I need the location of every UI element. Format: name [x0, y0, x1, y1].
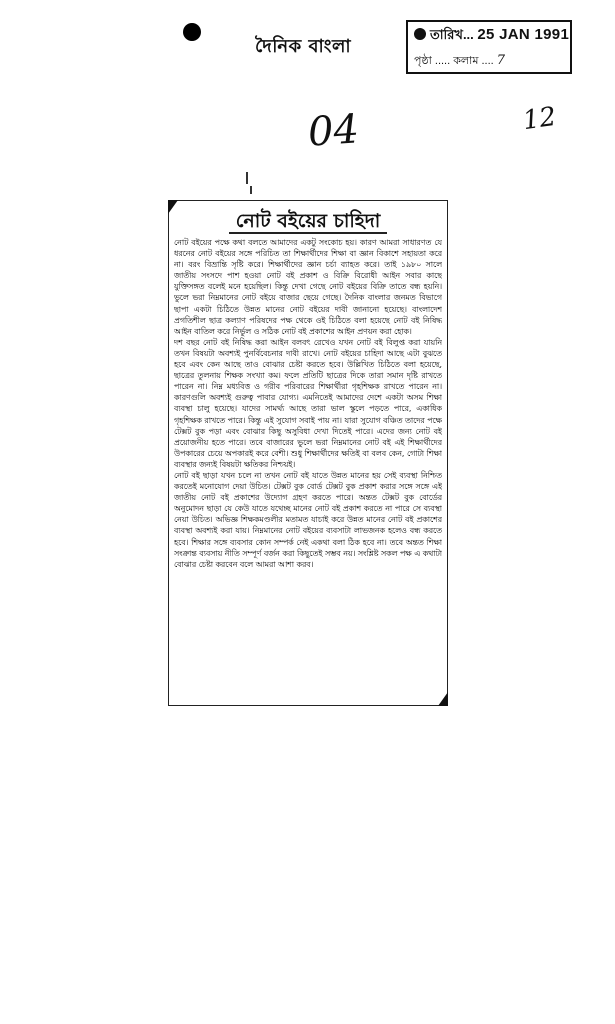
fold-tick-mark	[250, 186, 252, 194]
stamp-page-row: পৃষ্ঠা ..... কলাম .... 7	[414, 53, 506, 68]
stamp-page-value: 7	[496, 53, 506, 68]
handwritten-margin-mark: 12	[521, 101, 559, 137]
stamp-column-label: কলাম	[453, 55, 479, 67]
fold-tick-mark	[246, 172, 248, 184]
article-paragraph: দশ বছর নোট বই নিষিদ্ধ করা আইন বলবৎ রেখেও যখন নোট বই বিলুপ্ত করা যায়নি তখন বিষয়টা অবশ্যই পুনর্বিবেচনার দাবী রাখে। নোট বইয়ের চাহিদা আছে এটা বুঝতে হবে এবং কেন আছে তাও বোঝার চেষ্টা করতে হবে। উল্লিখিত চিঠিতে বলা হয়েছে, ছাত্রের তুলনায় শিক্ষক সংখ্যা কম। ফলে প্রতিটি ছাত্রের দিকে তারা সমান দৃষ্টি রাখতে পারেন না। নিম্ন মধ্যবিত্ত ও গরীব পরিবারের শিক্ষার্থীরা গৃহশিক্ষক রাখতে পারেন না। কারণগুলি অবশ্যই গুরুত্ব পাবার যোগ্য। এমনিতেই আমাদের দেশে একটা অসম শিক্ষা ব্যবস্থা চালু হয়েছে। যাদের সামর্থ্য আছে তারা ভাল স্কুলে পড়তে পারে, একাধিক গৃহশিক্ষক রাখতে পারে। কিন্তু এই সুযোগ সবাই পায় না। যারা সুযোগ বঞ্চিত তাদের পক্ষে টেক্সট বুক পড়া এবং বোঝার কিছু অসুবিধা দেখা দিতেই পারে। এদের জন্য নোট বই প্রয়োজনীয় হতে পারে। তবে বাজারের ভুলে ভরা নিম্নমানের নোট বই এই শিক্ষার্থীদের উপকারের চেয়ে অপকারই করে বেশী। শুধু শিক্ষার্থীদের ক্ষতিই বা বলব কেন, গোটা শিক্ষা ব্যবস্থার জন্যই বিষয়টা ক্ষতিকর নিশ্চয়ই।	[174, 337, 442, 469]
newspaper-name: দৈনিক বাংলা	[255, 36, 352, 57]
punch-hole-dot	[183, 23, 201, 41]
stamp-date-value: 25 JAN 1991	[477, 26, 570, 43]
date-stamp	[406, 20, 572, 74]
stamp-ink-blot	[414, 28, 426, 40]
headline-underline	[229, 232, 387, 234]
handwritten-file-number: 04	[306, 106, 361, 156]
article-paragraph: নোট বইয়ের পক্ষে কথা বলতে আমাদের একটু সংকোচ হয়। কারণ আমরা সাধারণত যে ধরনের নোট বইয়ের সঙ্গে পরিচিত তা শিক্ষার্থীদের শিক্ষা বা জ্ঞান বিকাশে সহায়তা করে না। বরং বিভ্রান্তি সৃষ্টি করে। শিক্ষার্থীদের জ্ঞান চর্চা ব্যাহত করে। তাই ১৯৮০ সালে জাতীয় সংসদে পাশ হওয়া নোট বই প্রকাশ ও বিক্রি বিরোধী আইন সবার কাছে যুক্তিসঙ্গত বলেই মনে হয়েছিল। কিন্তু দেখা গেছে নোট বইয়ের বিক্রি তাতে বন্ধ হয়নি। ভুলে ভরা নিম্নমানের নোট বইয়ে বাজার ছেয়ে গেছে। দৈনিক বাংলার জনমত বিভাগে ছাপা একটা চিঠিতে উন্নত মানের নোট বইয়ের দাবী জানানো হয়েছে। বাংলাদেশ প্রগতিশীল ছাত্র কল্যাণ পরিষদের পক্ষ থেকে ওই চিঠিতে বলা হয়েছে নোট বই নিষিদ্ধ আইন বাতিল করে নির্ভুল ও সঠিক নোট বই প্রকাশের আইন প্রণয়ন করা হোক।	[174, 238, 442, 336]
stamp-page-label: পৃষ্ঠা	[414, 55, 432, 67]
article-body	[174, 237, 442, 701]
stamp-date-label: তারিখ	[430, 27, 463, 42]
article-paragraph: নোট বই ছাড়া যখন চলে না তখন নোট বই যাতে উন্নত মানের হয় সেই ব্যবস্থা নিশ্চিত করতেই মনোযোগ দেয়া উচিত। টেক্সট বুক বোর্ড টেক্সট বুক প্রকাশ করার সঙ্গে সঙ্গে এই জাতীয় নোট বই প্রকাশের উদ্যোগ গ্রহণ করতে পারে। অন্তত টেক্সট বুক বোর্ডের অনুমোদন ছাড়া যে কেউ যাতে যথেচ্ছ মানের নোট বই প্রকাশ করতে না পারে সে ব্যবস্থা নেয়া উচিত। অভিজ্ঞ শিক্ষকমণ্ডলীর মতামত যাচাই করে উন্নত মানের নোট বই প্রকাশের ব্যবস্থা অবশ্যই করা যায়। নিম্নমানের নোট বইয়ের ব্যবসাটা লাভজনক হলেও বন্ধ করতে হবে। শিক্ষার সঙ্গে ব্যবসার কোন সম্পর্ক নেই একথা বলা ঠিক হবে না। তবে অন্তত শিক্ষা সংক্রান্ত ব্যবসায় নীতি সম্পূর্ণ বর্জন করা কিছুতেই সম্ভব নয়। সংশ্লিষ্ট সকল পক্ষ এ কথাটা বোঝার চেষ্টা করবেন বলে আমরা আশা করব।	[174, 470, 442, 569]
newspaper-clipping	[168, 200, 448, 706]
article-headline: নোট বইয়ের চাহিদা	[235, 210, 381, 232]
stamp-date-row: তারিখ... 25 JAN 1991	[414, 26, 569, 47]
